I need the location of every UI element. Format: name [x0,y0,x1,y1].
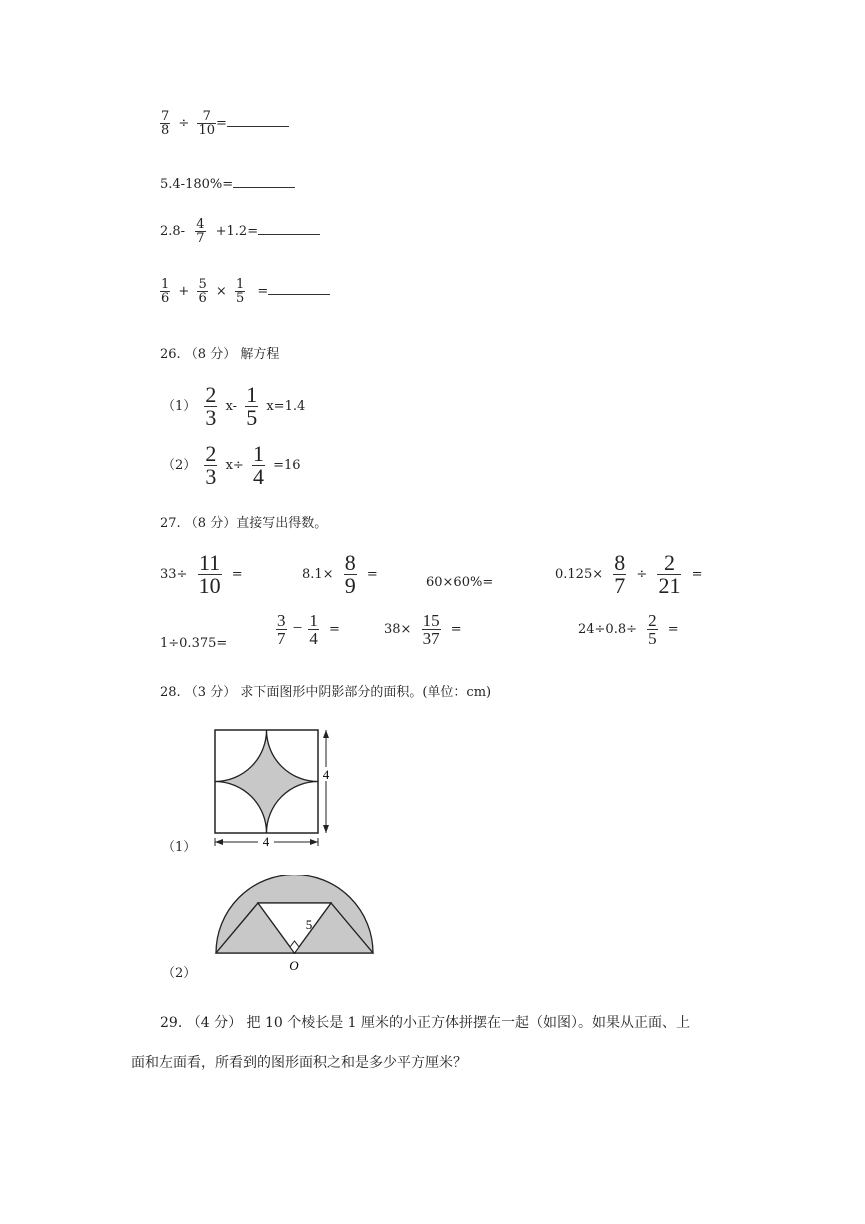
height-label: 5 [305,917,313,932]
fraction: $\frac{1}{6}$ [161,277,170,306]
fraction: $\frac{2}{3}$ [205,382,217,430]
center-label: O [289,958,299,973]
q26-heading: 26. （8 分） 解方程 [160,347,280,362]
fraction: $\frac{2}{3}$ [205,441,217,489]
q27-item-h: 24÷0.8÷ $\frac{2}{5}$ = [578,611,679,648]
q27-item-f: $\frac{3}{7}$ − $\frac{1}{4}$ = [277,611,340,648]
fraction: $\frac{7}{8}$ [161,109,170,138]
fraction: $\frac{1}{5}$ [235,277,245,306]
fraction: $\frac{1}{4}$ [252,441,264,489]
side-length-label: 4 [322,767,330,782]
calc-row-3: 2.8- $\frac{4}{7}$ +1.2= [160,218,320,245]
q27-item-e: 1÷0.375= [160,636,228,651]
q26-equation-1: （1） $\frac{2}{3}$ x- $\frac{1}{5}$ x=1.4 [162,382,306,430]
answer-blank[interactable] [227,114,289,127]
q27-item-d: 0.125× $\frac{8}{7}$ ÷ $\frac{2}{21}$ = [555,550,703,598]
figure-1-label: （1） [162,840,197,855]
q27-item-b: 8.1× $\frac{8}{9}$ = [302,550,378,598]
q27-item-a: 33÷ $\frac{11}{10}$ = [160,550,243,598]
fraction: $\frac{4}{7}$ [196,217,205,246]
figure-1-square-diagram [210,725,335,850]
fraction: $\frac{7}{10}$ [198,109,216,138]
q27-item-g: 38× $\frac{15}{37}$ = [384,611,462,648]
shaded-star-region [215,730,318,833]
q28-heading: 28. （3 分） 求下面图形中阴影部分的面积。(单位：cm) [160,685,492,700]
fraction: $\frac{8}{9}$ [344,550,356,598]
q29-line-1: 29. （4 分） 把 10 个棱长是 1 厘米的小正方体拼摆在一起（如图）。如果从正面、上 [160,1015,691,1031]
bottom-length-label: 4 [262,834,270,849]
q29-line-2: 面和左面看，所看到的图形面积之和是多少平方厘米？ [131,1055,467,1071]
figure-2-semicircle-diagram [213,875,378,975]
q27-heading: 27. （8 分）直接写出得数。 [160,516,328,531]
calc-row-1: $\frac{7}{8}$ ÷ $\frac{7}{10}$ = [160,110,289,137]
calc-row-4: $\frac{1}{6}$ + $\frac{5}{6}$ × $\frac{1}{5}$ = [160,278,330,305]
fraction: $\frac{1}{4}$ [309,611,318,648]
fraction: $\frac{2}{21}$ [658,550,681,598]
answer-blank[interactable] [258,222,320,235]
answer-blank[interactable] [233,175,295,188]
q27-item-c: 60×60%= [426,575,494,590]
answer-blank[interactable] [268,282,330,295]
fraction: $\frac{1}{5}$ [246,382,258,430]
fraction: $\frac{11}{10}$ [198,550,221,598]
fraction: $\frac{2}{5}$ [648,611,657,648]
q26-equation-2: （2） $\frac{2}{3}$ x÷ $\frac{1}{4}$ =16 [162,441,301,489]
calc-row-2: 5.4-180%= [160,175,295,192]
fraction: $\frac{3}{7}$ [277,611,286,648]
fraction: $\frac{15}{37}$ [422,611,440,648]
figure-2-label: （2） [162,966,197,981]
fraction: $\frac{8}{7}$ [614,550,626,598]
fraction: $\frac{5}{6}$ [198,277,207,306]
